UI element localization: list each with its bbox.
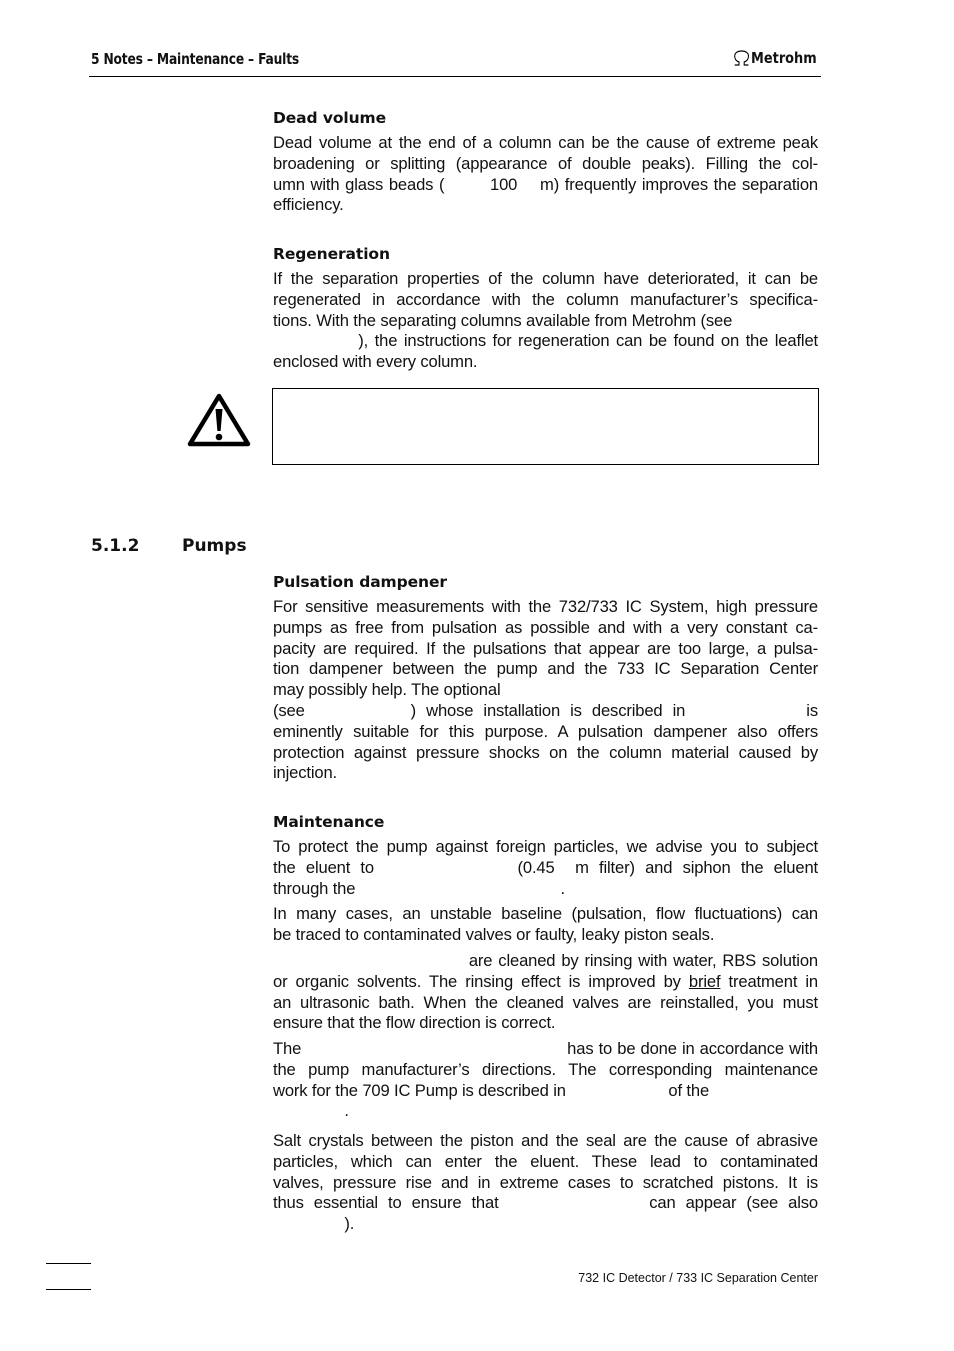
footer-rule-top [46, 1263, 91, 1264]
text-line: To protect the pump against foreign particles, we advise you to subject [273, 837, 818, 856]
text-line: particles, which can enter the eluent. These lead to contaminated [273, 1151, 818, 1171]
text-line: the eluent to (0.45 m filter) and siphon the eluent [273, 857, 818, 877]
text-line: ). [273, 1214, 355, 1234]
text-line: efficiency. [273, 195, 344, 215]
paragraph-dead-volume [273, 133, 818, 216]
text-line: pumps as free from pulsation as possible and with a very constant ca- [273, 617, 818, 637]
header-rule [89, 76, 821, 77]
logo-text: Metrohm [751, 49, 817, 67]
text-line: through the . [273, 878, 565, 898]
text-line: are cleaned by rinsing with water, RBS solution [273, 951, 818, 970]
text-line: injection. [273, 763, 337, 783]
paragraph-maintenance-1 [273, 837, 818, 899]
omega-icon [733, 50, 750, 66]
heading-dead-volume: Dead volume [273, 109, 386, 127]
text-fragment: or organic solvents. The rinsing effect is improved by [273, 971, 689, 991]
paragraph-maintenance-2 [273, 904, 818, 946]
text-line: protection against pressure shocks on the column material caused by [273, 742, 818, 762]
warning-box [272, 388, 819, 465]
text-line: For sensitive measurements with the 732/733 IC System, high pressure [273, 597, 818, 616]
paragraph-maintenance-5 [273, 1131, 818, 1235]
text-line: If the separation properties of the column have deteriorated, it can be [273, 269, 818, 288]
text-line: be traced to contaminated valves or faulty, leaky piston seals. [273, 924, 715, 944]
text-line: ensure that the flow direction is correct. [273, 1013, 556, 1033]
paragraph-regeneration [273, 269, 818, 373]
text-line [273, 972, 818, 993]
paragraph-maintenance-4 [273, 1039, 818, 1122]
text-line: pacity are required. If the pulsations that appear are too large, a pulsa- [273, 638, 818, 658]
text-line: may possibly help. The optional [273, 680, 501, 700]
text-line: umn with glass beads ( 100 m) frequently improves the separation [273, 174, 818, 194]
heading-regeneration: Regeneration [273, 245, 390, 263]
text-line: broadening or splitting (appearance of double peaks). Filling the col- [273, 153, 818, 173]
text-line: . [273, 1101, 349, 1121]
text-line: an ultrasonic bath. When the cleaned valves are reinstalled, you must [273, 992, 818, 1012]
heading-pulsation-dampener: Pulsation dampener [273, 573, 447, 591]
text-line: Salt crystals between the piston and the seal are the cause of abrasive [273, 1131, 818, 1150]
paragraph-pulsation [273, 597, 818, 784]
footer-rule-bottom [46, 1289, 91, 1290]
section-number: 5.1.2 [91, 536, 140, 556]
text-line: eminently suitable for this purpose. A pulsation dampener also offers [273, 721, 818, 741]
text-line: enclosed with every column. [273, 352, 478, 372]
text-line: work for the 709 IC Pump is described in of the [273, 1080, 710, 1100]
paragraph-maintenance-3 [273, 951, 818, 1034]
text-line: regenerated in accordance with the column manufacturer’s specifica- [273, 289, 818, 309]
section-title: Pumps [182, 536, 247, 556]
text-line: the pump manufacturer’s directions. The corresponding maintenance [273, 1059, 818, 1079]
text-line: Dead volume at the end of a column can be the cause of extreme peak [273, 133, 818, 152]
text-line: The has to be done in accordance with [273, 1039, 818, 1058]
underlined-word: brief [688, 971, 721, 991]
metrohm-logo [733, 49, 817, 67]
warning-triangle-icon [187, 393, 251, 452]
text-line: In many cases, an unstable baseline (pulsation, flow fluctuations) can [273, 904, 818, 923]
running-header-title: 5 Notes – Maintenance – Faults [91, 50, 300, 68]
text-line: tions. With the separating columns available from Metrohm (see [273, 310, 733, 330]
footer-text: 732 IC Detector / 733 IC Separation Center [578, 1271, 818, 1285]
text-line: ), the instructions for regeneration can be found on the leaflet [273, 331, 818, 351]
text-line: tion dampener between the pump and the 733 IC Separation Center [273, 659, 818, 679]
text-line: (see ) whose installation is described in is [273, 700, 818, 720]
text-line: valves, pressure rise and in extreme cases to scratched pistons. It is [273, 1172, 818, 1192]
text-fragment: treatment in [720, 971, 819, 991]
text-line: thus essential to ensure that can appear (see also [273, 1193, 818, 1213]
heading-maintenance: Maintenance [273, 813, 385, 831]
